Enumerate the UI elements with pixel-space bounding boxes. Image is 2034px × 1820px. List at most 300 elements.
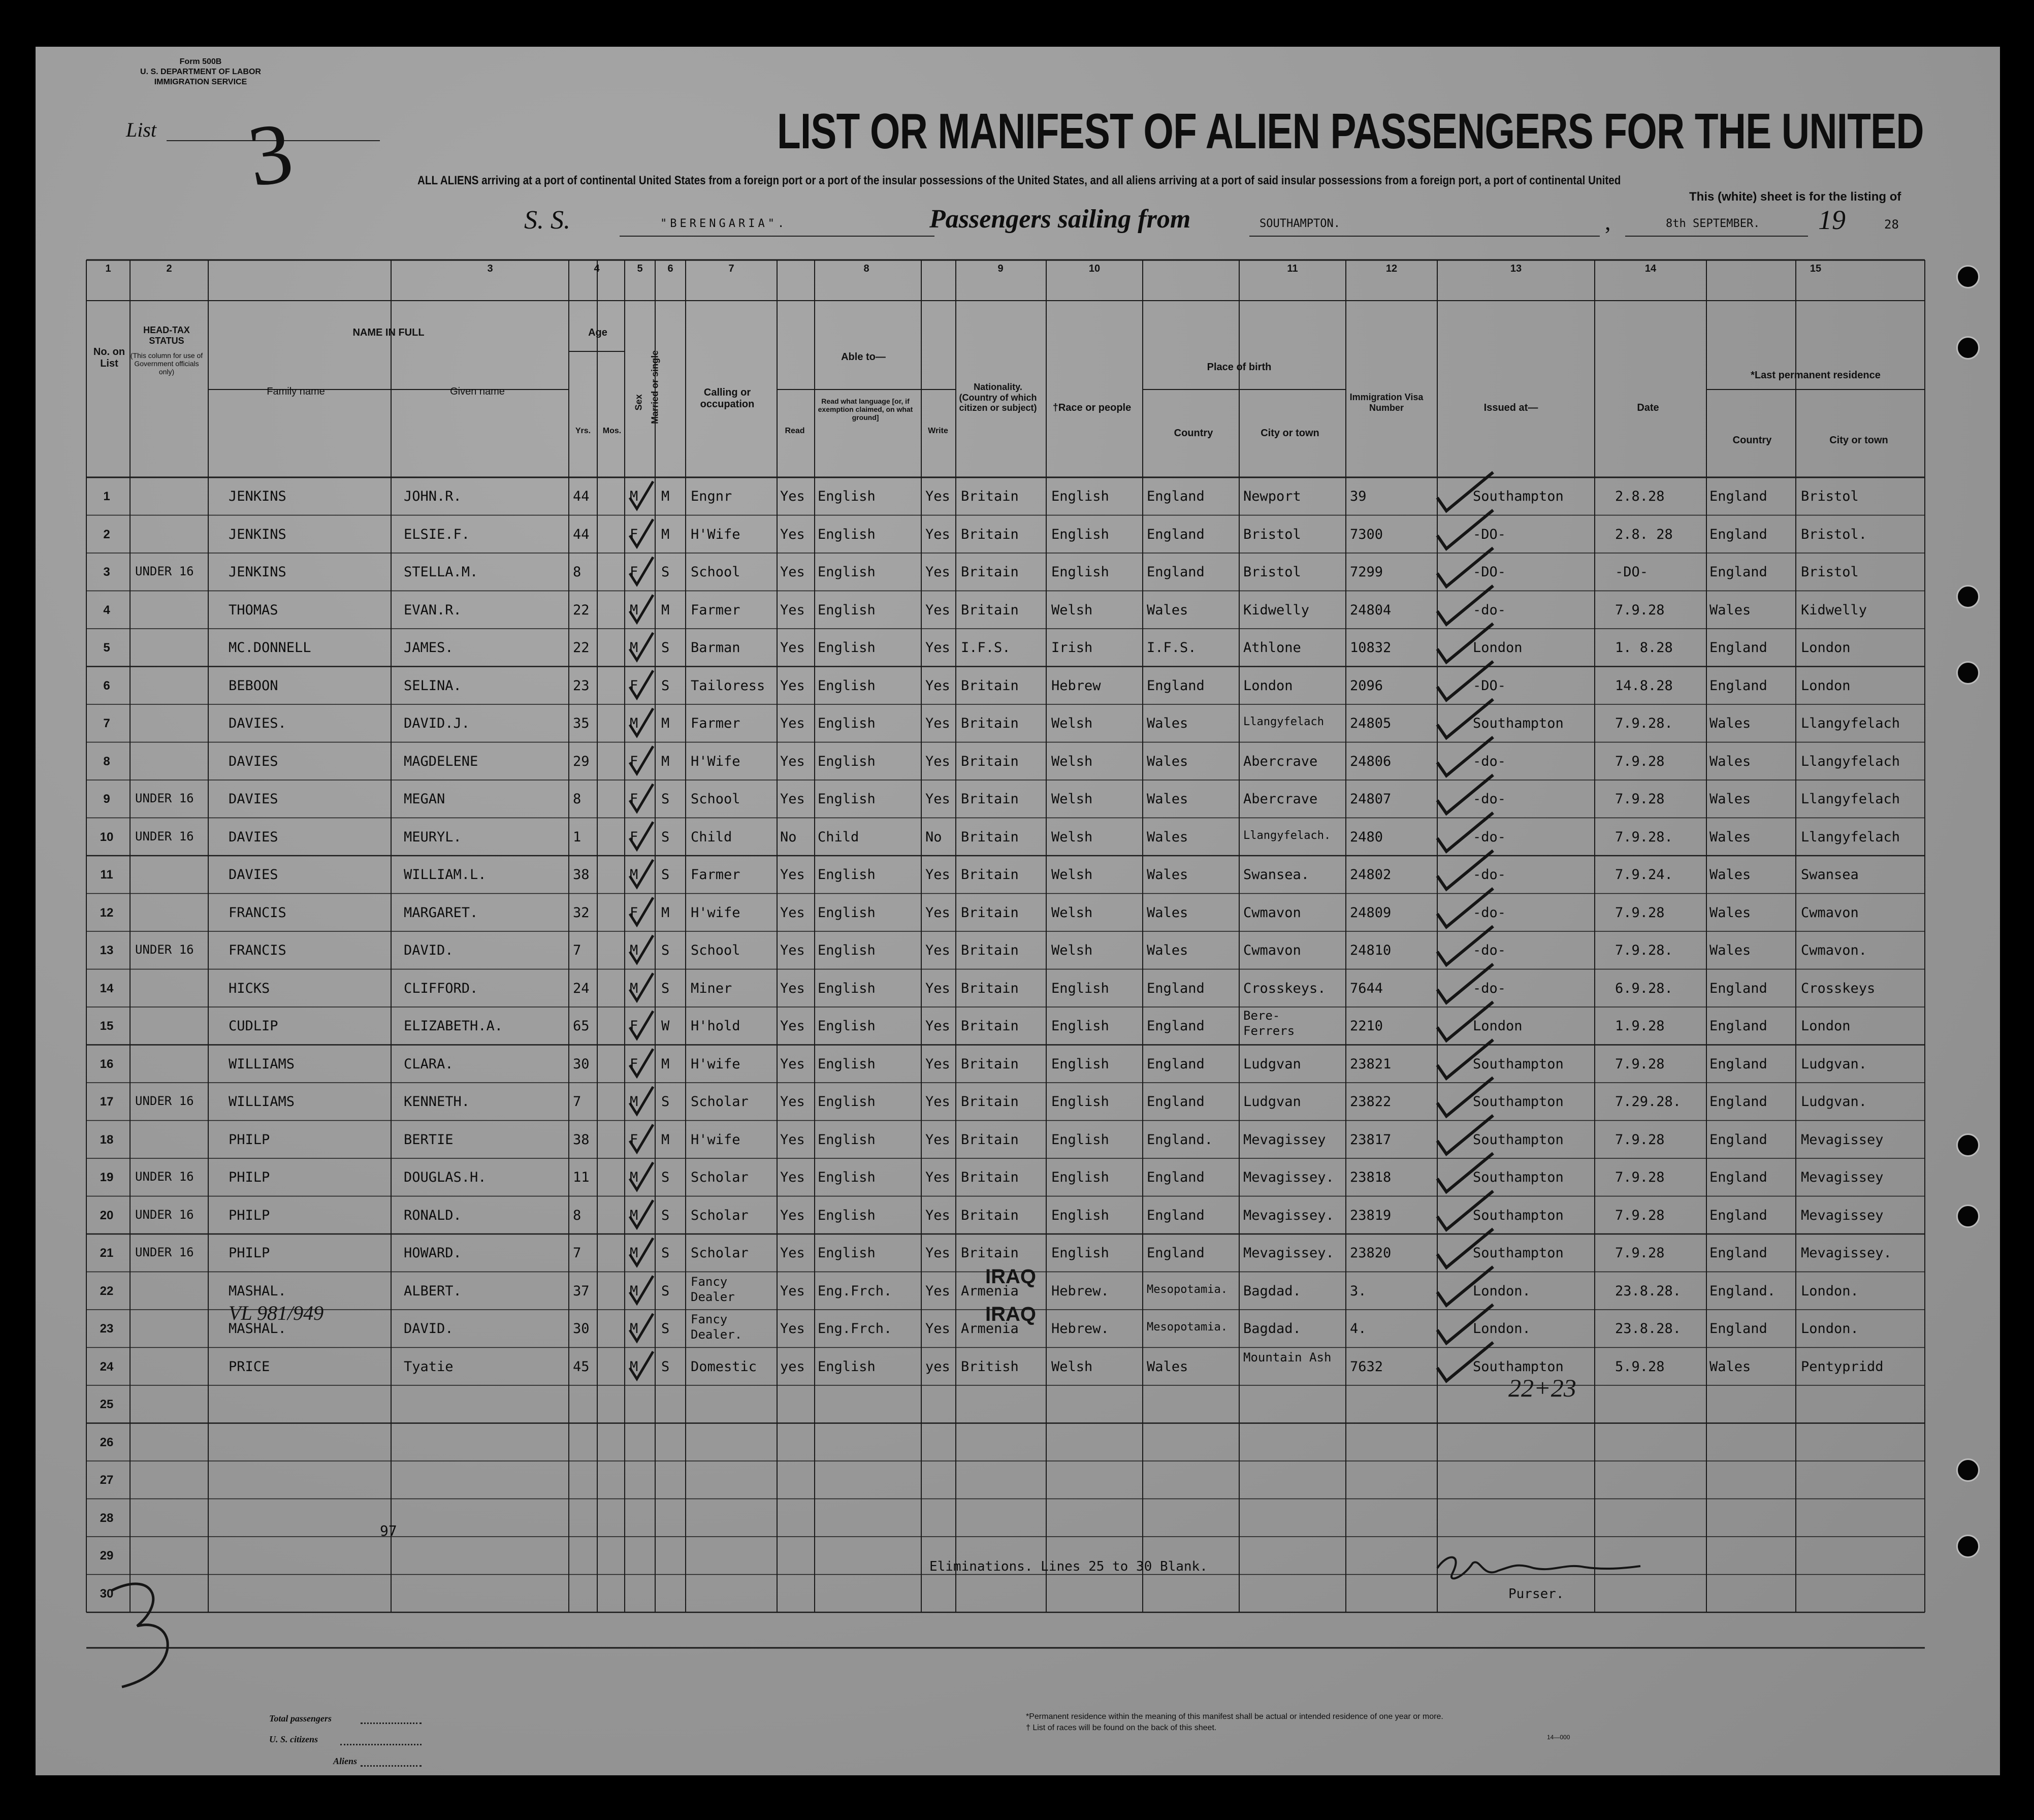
punch-hole bbox=[1956, 1458, 1980, 1482]
marital-cell: M bbox=[661, 489, 670, 504]
birth-city-cell: Ludgvan bbox=[1243, 1094, 1301, 1110]
residence-city-cell: Cwmavon bbox=[1801, 904, 1859, 921]
residence-country-cell: Wales bbox=[1709, 904, 1751, 921]
age-cell: 8 bbox=[573, 1207, 582, 1223]
row-number: 21 bbox=[100, 1246, 114, 1260]
birth-country-cell: England bbox=[1147, 677, 1205, 694]
race-cell: English bbox=[1051, 1245, 1109, 1261]
language-cell: Eng.Frch. bbox=[818, 1283, 892, 1299]
row-number: 17 bbox=[100, 1095, 114, 1109]
header-head-tax-note: (This column for use of Government officials only) bbox=[130, 351, 203, 376]
marital-cell: S bbox=[661, 1358, 670, 1375]
read-cell: Yes bbox=[780, 1283, 805, 1299]
visa-cell: 24810 bbox=[1350, 942, 1392, 958]
nationality-cell: Britain bbox=[961, 791, 1019, 807]
residence-country-cell: England bbox=[1709, 677, 1767, 694]
residence-city-cell: Bristol bbox=[1801, 564, 1859, 580]
given-name-cell: ALBERT. bbox=[404, 1283, 462, 1299]
sex-cell: F bbox=[630, 904, 638, 921]
birth-country-cell: Wales bbox=[1147, 867, 1188, 883]
language-cell: English bbox=[818, 753, 876, 769]
birth-country-cell: Wales bbox=[1147, 753, 1188, 769]
race-cell: English bbox=[1051, 1094, 1109, 1110]
marital-cell: S bbox=[661, 1169, 670, 1185]
write-cell: Yes bbox=[925, 1056, 950, 1072]
date-cell: 7.9.28. bbox=[1615, 829, 1673, 845]
total-passengers-field bbox=[361, 1722, 422, 1724]
occupation-cell: Fancy Dealer bbox=[691, 1274, 735, 1304]
occupation-cell: H'Wife bbox=[691, 526, 740, 542]
birth-country-cell: England bbox=[1147, 526, 1205, 542]
date-cell: 7.9.28. bbox=[1615, 716, 1673, 731]
footnote-races: † List of races will be found on the back of this sheet. bbox=[1026, 1724, 1217, 1732]
residence-city-cell: Ludgvan. bbox=[1801, 1094, 1867, 1110]
residence-country-cell: Wales bbox=[1709, 716, 1751, 731]
year-suffix: 28 bbox=[1884, 217, 1899, 232]
row-number: 23 bbox=[100, 1322, 114, 1336]
nationality-cell: Armenia bbox=[961, 1321, 1019, 1337]
nationality-cell: Britain bbox=[961, 1018, 1019, 1034]
header-visa: Immigration Visa Number bbox=[1349, 392, 1424, 413]
write-cell: Yes bbox=[925, 677, 950, 694]
residence-country-cell: England bbox=[1709, 564, 1767, 580]
row-number: 22 bbox=[100, 1284, 114, 1298]
sex-cell: F bbox=[630, 753, 638, 769]
write-cell: Yes bbox=[925, 1094, 950, 1110]
sex-cell: F bbox=[630, 1131, 638, 1148]
nationality-cell: Britain bbox=[961, 904, 1019, 921]
family-name-cell: JENKINS bbox=[229, 489, 286, 504]
row-number: 5 bbox=[103, 641, 110, 655]
eliminations-note: Eliminations. Lines 25 to 30 Blank. bbox=[929, 1559, 1208, 1574]
row-number: 15 bbox=[100, 1019, 114, 1033]
manifest-title: LIST OR MANIFEST OF ALIEN PASSENGERS FOR THE UNITED bbox=[777, 103, 1924, 159]
issued-at-cell: London bbox=[1473, 640, 1523, 656]
birth-country-cell: England bbox=[1147, 1169, 1205, 1185]
family-name-cell: MC.DONNELL bbox=[229, 640, 311, 656]
write-cell: Yes bbox=[925, 640, 950, 656]
read-cell: Yes bbox=[780, 602, 805, 618]
residence-city-cell: Mevagissey bbox=[1801, 1207, 1884, 1223]
date-cell: 6.9.28. bbox=[1615, 980, 1673, 996]
language-cell: English bbox=[818, 526, 876, 542]
date-cell: 7.29.28. bbox=[1615, 1094, 1682, 1110]
issued-at-cell: -do- bbox=[1473, 867, 1506, 883]
occupation-cell: Scholar bbox=[691, 1094, 749, 1110]
row-number: 20 bbox=[100, 1208, 114, 1222]
read-cell: Yes bbox=[780, 1131, 805, 1148]
header-issued-at: Issued at— bbox=[1483, 402, 1538, 413]
residence-city-cell: Swansea bbox=[1801, 867, 1859, 883]
given-name-cell: DAVID.J. bbox=[404, 716, 470, 731]
language-cell: English bbox=[818, 1207, 876, 1223]
age-cell: 30 bbox=[573, 1321, 590, 1337]
head-tax-cell: UNDER 16 bbox=[135, 1245, 194, 1259]
family-name-cell: PHILP bbox=[229, 1245, 270, 1261]
visa-cell: 2210 bbox=[1350, 1018, 1383, 1034]
us-citizens-label: U. S. citizens bbox=[269, 1734, 318, 1744]
language-cell: English bbox=[818, 677, 876, 694]
row-number: 9 bbox=[103, 792, 110, 806]
residence-city-cell: Bristol. bbox=[1801, 526, 1867, 542]
punch-hole bbox=[1956, 1535, 1980, 1558]
visa-cell: 24806 bbox=[1350, 753, 1392, 769]
read-cell: Yes bbox=[780, 1094, 805, 1110]
read-cell: Yes bbox=[780, 1169, 805, 1185]
header-months: Mos. bbox=[602, 427, 622, 435]
nationality-cell: Britain bbox=[961, 942, 1019, 958]
age-cell: 29 bbox=[573, 753, 590, 769]
birth-country-cell: England bbox=[1147, 1207, 1205, 1223]
punch-hole bbox=[1956, 1205, 1980, 1228]
read-cell: Yes bbox=[780, 1245, 805, 1261]
date-cell: 7.9.28 bbox=[1615, 1131, 1665, 1148]
marital-cell: S bbox=[661, 1321, 670, 1337]
form-code: 14—000 bbox=[1547, 1734, 1570, 1741]
given-name-cell: WILLIAM.L. bbox=[404, 867, 487, 883]
issued-at-cell: Southampton bbox=[1473, 1207, 1564, 1223]
birth-country-cell: Wales bbox=[1147, 942, 1188, 958]
punch-hole bbox=[1956, 661, 1980, 685]
write-cell: yes bbox=[925, 1358, 950, 1375]
lines-annotation: 22+23 bbox=[1508, 1374, 1576, 1402]
given-name-cell: HOWARD. bbox=[404, 1245, 462, 1261]
write-cell: Yes bbox=[925, 753, 950, 769]
race-cell: Welsh bbox=[1051, 904, 1093, 921]
birth-city-cell: Crosskeys. bbox=[1243, 980, 1326, 996]
write-cell: Yes bbox=[925, 904, 950, 921]
row-number: 18 bbox=[100, 1132, 114, 1147]
punch-hole bbox=[1956, 585, 1980, 608]
date-cell: 7.9.28 bbox=[1615, 1056, 1665, 1072]
row-number: 28 bbox=[100, 1511, 114, 1525]
age-cell: 11 bbox=[573, 1169, 590, 1185]
date-cell: 7.9.28 bbox=[1615, 602, 1665, 618]
nationality-cell: Britain bbox=[961, 716, 1019, 731]
head-tax-cell: UNDER 16 bbox=[135, 1207, 194, 1222]
sex-cell: F bbox=[630, 564, 638, 580]
residence-city-cell: London bbox=[1801, 677, 1851, 694]
race-cell: Hebrew bbox=[1051, 677, 1101, 694]
punch-hole bbox=[1956, 336, 1980, 360]
birth-city-cell: Mevagissey. bbox=[1243, 1245, 1334, 1261]
nationality-cell: Britain bbox=[961, 829, 1019, 845]
row-number: 27 bbox=[100, 1473, 114, 1487]
age-cell: 38 bbox=[573, 1131, 590, 1148]
residence-country-cell: Wales bbox=[1709, 829, 1751, 845]
row-number: 24 bbox=[100, 1359, 114, 1374]
sex-cell: F bbox=[630, 1056, 638, 1072]
residence-country-cell: England bbox=[1709, 526, 1767, 542]
residence-city-cell: London. bbox=[1801, 1321, 1859, 1337]
birth-city-cell: London bbox=[1243, 677, 1293, 694]
visa-cell: 23820 bbox=[1350, 1245, 1392, 1261]
given-name-cell: JOHN.R. bbox=[404, 489, 462, 504]
write-cell: Yes bbox=[925, 602, 950, 618]
age-cell: 22 bbox=[573, 602, 590, 618]
nationality-cell: Britain bbox=[961, 867, 1019, 883]
residence-country-cell: England bbox=[1709, 489, 1767, 504]
issued-at-cell: -DO- bbox=[1473, 564, 1506, 580]
marital-cell: M bbox=[661, 753, 670, 769]
punch-hole bbox=[1956, 1133, 1980, 1157]
birth-city-cell: Athlone bbox=[1243, 640, 1301, 656]
age-cell: 44 bbox=[573, 526, 590, 542]
race-cell: English bbox=[1051, 1207, 1109, 1223]
date-cell: 7.9.28 bbox=[1615, 791, 1665, 807]
birth-country-cell: Mesopotamia. bbox=[1147, 1321, 1228, 1334]
date-cell: 7.9.28 bbox=[1615, 904, 1665, 921]
sex-cell: M bbox=[630, 640, 638, 656]
age-cell: 32 bbox=[573, 904, 590, 921]
age-cell: 7 bbox=[573, 1245, 582, 1261]
visa-cell: 10832 bbox=[1350, 640, 1392, 656]
visa-cell: 7299 bbox=[1350, 564, 1383, 580]
family-name-cell: JENKINS bbox=[229, 526, 286, 542]
residence-country-cell: England bbox=[1709, 640, 1767, 656]
marital-cell: S bbox=[661, 640, 670, 656]
race-cell: English bbox=[1051, 980, 1109, 996]
marital-cell: S bbox=[661, 942, 670, 958]
residence-city-cell: Llangyfelach bbox=[1801, 753, 1900, 769]
family-name-cell: FRANCIS bbox=[229, 942, 286, 958]
head-tax-cell: UNDER 16 bbox=[135, 564, 194, 578]
family-name-cell: DAVIES bbox=[229, 791, 278, 807]
header-last-residence: *Last permanent residence bbox=[1751, 370, 1881, 381]
visa-cell: 2480 bbox=[1350, 829, 1383, 845]
visa-cell: 23822 bbox=[1350, 1094, 1392, 1110]
occupation-cell: School bbox=[691, 791, 740, 807]
birth-country-cell: England bbox=[1147, 564, 1205, 580]
row-number: 25 bbox=[100, 1398, 114, 1411]
nationality-cell: Britain bbox=[961, 677, 1019, 694]
residence-country-cell: England bbox=[1709, 1169, 1767, 1185]
residence-country-cell: England bbox=[1709, 1056, 1767, 1072]
date-cell: 7.9.24. bbox=[1615, 867, 1673, 883]
read-cell: Yes bbox=[780, 489, 805, 504]
marital-cell: M bbox=[661, 716, 670, 731]
occupation-cell: School bbox=[691, 564, 740, 580]
family-name-cell: CUDLIP bbox=[229, 1018, 278, 1034]
visa-cell: 7300 bbox=[1350, 526, 1383, 542]
residence-city-cell: Pentypridd bbox=[1801, 1358, 1884, 1375]
given-name-cell: MEGAN bbox=[404, 791, 445, 807]
age-cell: 45 bbox=[573, 1358, 590, 1375]
race-cell: Welsh bbox=[1051, 791, 1093, 807]
list-number-handwritten: 3 bbox=[242, 104, 299, 205]
nationality-cell: Armenia bbox=[961, 1283, 1019, 1299]
birth-country-cell: Wales bbox=[1147, 904, 1188, 921]
language-cell: English bbox=[818, 1131, 876, 1148]
write-cell: Yes bbox=[925, 1207, 950, 1223]
date-cell: 7.9.28 bbox=[1615, 1245, 1665, 1261]
issued-at-cell: Southampton bbox=[1473, 716, 1564, 731]
birth-city-cell: Ludgvan bbox=[1243, 1056, 1301, 1072]
family-name-cell: HICKS bbox=[229, 980, 270, 996]
birth-city-cell: Bristol bbox=[1243, 526, 1301, 542]
sex-cell: M bbox=[630, 942, 638, 958]
residence-city-cell: Mevagissey. bbox=[1801, 1245, 1892, 1261]
given-name-cell: DOUGLAS.H. bbox=[404, 1169, 487, 1185]
birth-city-cell: Llangyfelach. bbox=[1243, 829, 1331, 842]
header-write: Write bbox=[928, 427, 948, 435]
column-number: 9 bbox=[997, 263, 1004, 274]
visa-cell: 23821 bbox=[1350, 1056, 1392, 1072]
family-name-cell: MASHAL. bbox=[229, 1321, 286, 1337]
issued-at-cell: -DO- bbox=[1473, 526, 1506, 542]
occupation-cell: H'Wife bbox=[691, 753, 740, 769]
age-cell: 30 bbox=[573, 1056, 590, 1072]
birth-country-cell: Wales bbox=[1147, 602, 1188, 618]
age-cell: 7 bbox=[573, 942, 582, 958]
read-cell: Yes bbox=[780, 942, 805, 958]
language-cell: Child bbox=[818, 829, 859, 845]
column-number: 11 bbox=[1287, 263, 1298, 274]
row-number: 16 bbox=[100, 1057, 114, 1071]
header-residence-country: Country bbox=[1732, 435, 1772, 446]
age-cell: 8 bbox=[573, 564, 582, 580]
race-cell: Welsh bbox=[1051, 1358, 1093, 1375]
occupation-cell: Farmer bbox=[691, 716, 740, 731]
residence-city-cell: Crosskeys bbox=[1801, 980, 1876, 996]
race-cell: English bbox=[1051, 526, 1109, 542]
race-cell: English bbox=[1051, 1131, 1109, 1148]
race-cell: English bbox=[1051, 1018, 1109, 1034]
language-cell: English bbox=[818, 1245, 876, 1261]
read-cell: Yes bbox=[780, 526, 805, 542]
date-cell: 1. 8.28 bbox=[1615, 640, 1673, 656]
family-name-cell: FRANCIS bbox=[229, 904, 286, 921]
family-name-cell: DAVIES bbox=[229, 867, 278, 883]
birth-country-cell: I.F.S. bbox=[1147, 640, 1197, 656]
nationality-cell: Britain bbox=[961, 980, 1019, 996]
sex-cell: M bbox=[630, 1321, 638, 1337]
family-name-cell: DAVIES bbox=[229, 753, 278, 769]
purser-label: Purser. bbox=[1508, 1586, 1564, 1602]
read-cell: Yes bbox=[780, 716, 805, 731]
given-name-cell: CLARA. bbox=[404, 1056, 454, 1072]
birth-city-cell: Abercrave bbox=[1243, 791, 1318, 807]
age-cell: 37 bbox=[573, 1283, 590, 1299]
occupation-cell: Engnr bbox=[691, 489, 732, 504]
given-name-cell: JAMES. bbox=[404, 640, 454, 656]
marital-cell: S bbox=[661, 829, 670, 845]
write-cell: Yes bbox=[925, 1169, 950, 1185]
punch-hole bbox=[1956, 265, 1980, 288]
marital-cell: S bbox=[661, 867, 670, 883]
language-cell: English bbox=[818, 980, 876, 996]
issued-at-cell: -do- bbox=[1473, 904, 1506, 921]
header-sex: Sex bbox=[633, 394, 644, 411]
family-name-cell: JENKINS bbox=[229, 564, 286, 580]
occupation-cell: Tailoress bbox=[691, 677, 765, 694]
read-cell: Yes bbox=[780, 1321, 805, 1337]
birth-city-cell: Bagdad. bbox=[1243, 1321, 1301, 1337]
total-passengers-label: Total passengers bbox=[269, 1713, 332, 1724]
read-cell: No bbox=[780, 829, 797, 845]
write-cell: Yes bbox=[925, 1018, 950, 1034]
iraq-annotation-2: IRAQ bbox=[985, 1303, 1036, 1325]
language-cell: English bbox=[818, 1169, 876, 1185]
age-cell: 8 bbox=[573, 791, 582, 807]
language-cell: English bbox=[818, 904, 876, 921]
visa-cell: 7644 bbox=[1350, 980, 1383, 996]
given-name-cell: MAGDELENE bbox=[404, 753, 478, 769]
occupation-cell: Child bbox=[691, 829, 732, 845]
residence-country-cell: England bbox=[1709, 980, 1767, 996]
residence-city-cell: Llangyfelach bbox=[1801, 716, 1900, 731]
occupation-cell: H'wife bbox=[691, 1131, 740, 1148]
date-cell: 23.8.28. bbox=[1615, 1321, 1682, 1337]
date-cell: 2.8. 28 bbox=[1615, 526, 1673, 542]
birth-city-cell: Bagdad. bbox=[1243, 1283, 1301, 1299]
nationality-cell: Britain bbox=[961, 489, 1019, 504]
write-cell: Yes bbox=[925, 716, 950, 731]
column-number: 6 bbox=[667, 263, 673, 274]
row-number: 14 bbox=[100, 981, 114, 995]
residence-country-cell: England bbox=[1709, 1094, 1767, 1110]
write-cell: Yes bbox=[925, 526, 950, 542]
nationality-cell: Britain bbox=[961, 1094, 1019, 1110]
sheet-purpose-note: This (white) sheet is for the listing of bbox=[1689, 190, 1901, 204]
visa-cell: 3. bbox=[1350, 1283, 1367, 1299]
column-number: 10 bbox=[1088, 263, 1101, 274]
residence-city-cell: Bristol bbox=[1801, 489, 1859, 504]
birth-country-cell: England bbox=[1147, 1018, 1205, 1034]
us-citizens-field bbox=[340, 1744, 422, 1745]
given-name-cell: Tyatie bbox=[404, 1358, 454, 1375]
language-cell: English bbox=[818, 1358, 876, 1375]
marital-cell: W bbox=[661, 1018, 670, 1034]
sex-cell: M bbox=[630, 1094, 638, 1110]
given-name-cell: BERTIE bbox=[404, 1131, 454, 1148]
residence-city-cell: Cwmavon. bbox=[1801, 942, 1867, 958]
header-read: Read bbox=[785, 427, 805, 435]
birth-city-cell: Abercrave bbox=[1243, 753, 1318, 769]
read-cell: Yes bbox=[780, 904, 805, 921]
issued-at-cell: -do- bbox=[1473, 942, 1506, 958]
race-cell: Welsh bbox=[1051, 942, 1093, 958]
race-cell: Hebrew. bbox=[1051, 1283, 1109, 1299]
race-cell: English bbox=[1051, 564, 1109, 580]
sex-cell: F bbox=[630, 677, 638, 694]
residence-country-cell: Wales bbox=[1709, 602, 1751, 618]
given-name-cell: MEURYL. bbox=[404, 829, 462, 845]
age-cell: 22 bbox=[573, 640, 590, 656]
comma-separator: , bbox=[1605, 209, 1611, 235]
birth-country-cell: Mesopotamia. bbox=[1147, 1283, 1228, 1296]
head-tax-cell: UNDER 16 bbox=[135, 1169, 194, 1184]
language-cell: English bbox=[818, 640, 876, 656]
date-cell: 1.9.28 bbox=[1615, 1018, 1665, 1034]
visa-cell: 39 bbox=[1350, 489, 1367, 504]
column-number: 8 bbox=[863, 263, 869, 274]
birth-city-cell: Mevagissey bbox=[1243, 1131, 1326, 1148]
given-name-cell: STELLA.M. bbox=[404, 564, 478, 580]
birth-city-cell: Newport bbox=[1243, 489, 1301, 504]
visa-cell: 23817 bbox=[1350, 1131, 1392, 1148]
sex-cell: M bbox=[630, 980, 638, 996]
issued-at-cell: Southampton bbox=[1473, 1056, 1564, 1072]
read-cell: Yes bbox=[780, 1207, 805, 1223]
issued-at-cell: Southampton bbox=[1473, 1131, 1564, 1148]
issued-at-cell: Southampton bbox=[1473, 1358, 1564, 1375]
read-cell: Yes bbox=[780, 980, 805, 996]
year-prefix: 19 bbox=[1818, 205, 1846, 235]
visa-cell: 24802 bbox=[1350, 867, 1392, 883]
occupation-cell: School bbox=[691, 942, 740, 958]
issued-at-cell: London. bbox=[1473, 1321, 1531, 1337]
